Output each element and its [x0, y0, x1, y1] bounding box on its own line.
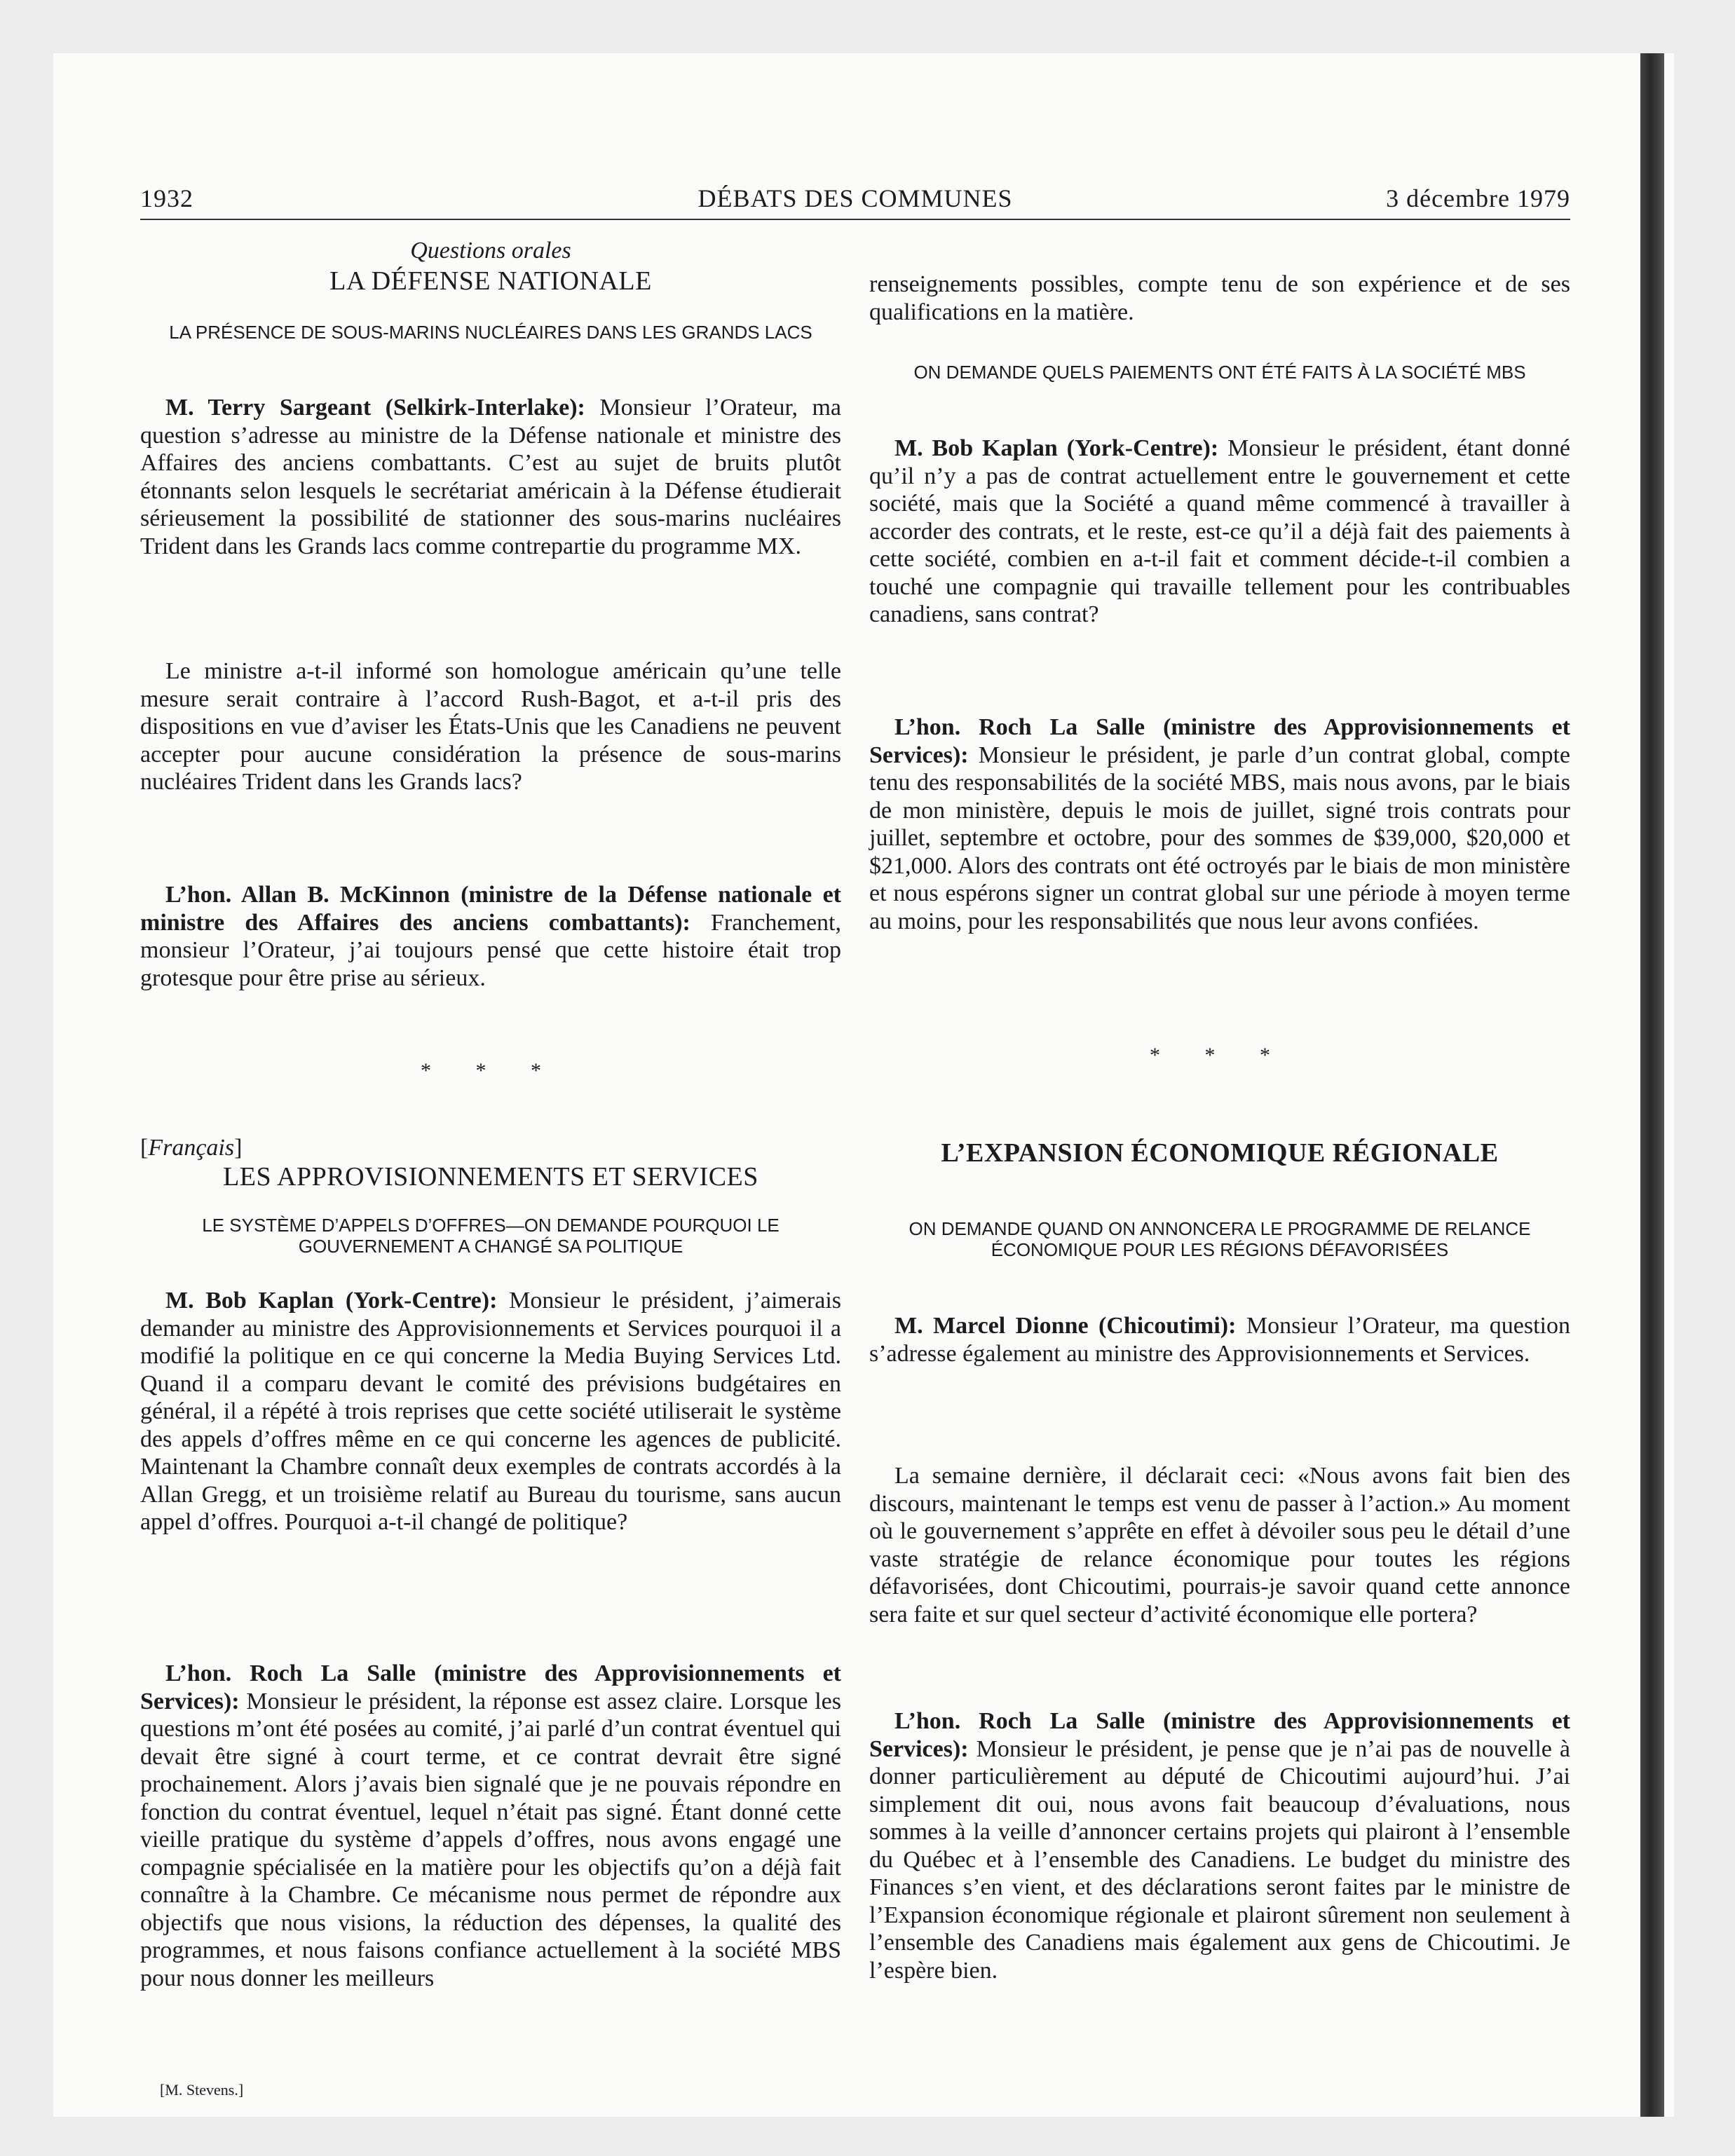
speech-text: Monsieur l’Orateur, ma question s’adresse au ministre de la Défense nationale et ministre des Affaires des anciens combattants. C’est au sujet de bruits plutôt étonnants selon lesquels le secrétariat américain à la Défense étudierait sérieusement la possibilité de stationner des sous-marins nucléaires Trident dans les Grands lacs comme contrepartie du programme MX. [140, 395, 841, 559]
speech-paragraph [140, 881, 841, 992]
speech-text: Monsieur le président, j’aimerais demander au ministre des Approvisionnements et Services pourquoi il a modifié la politique en ce qui concerne la Media Buying Services Ltd. Quand il a comparu devant le comité des prévisions budgétaires en général, il a répété à trois reprises que cette société utiliserait le système des appels d’offres même en ce qui concerne les agences de publicité. Maintenant la Chambre connaît deux exemples de contrats accordés à la Allan Gregg, et un troisième relatif au Bureau du tourisme, sans aucun appel d’offres. Pourquoi a-t-il changé de politique? [140, 1288, 842, 1535]
speech-paragraph [869, 1462, 1570, 1628]
speech-paragraph [869, 1707, 1570, 1984]
scan-binding-edge [1640, 53, 1664, 2117]
section-subheading: ON DEMANDE QUELS PAIEMENTS ONT ÉTÉ FAITS À LA SOCIÉTÉ MBS [913, 362, 1526, 383]
language-name: Français [148, 1135, 235, 1161]
header-rule [140, 219, 1570, 220]
speaker-name: L’hon. Roch La Salle (ministre des Approvisionnements et Services): [869, 714, 1570, 768]
speech-paragraph [869, 714, 1570, 935]
speech-paragraph [869, 1312, 1570, 1367]
speaker-name: L’hon. Allan B. McKinnon (ministre de la Défense nationale et ministre des Affaires des anciens combattants): [140, 882, 841, 936]
language-tag: [Français] [140, 1135, 243, 1161]
running-head [140, 184, 1570, 219]
speech-paragraph [140, 657, 841, 796]
section-subheading: ON DEMANDE QUAND ON ANNONCERA LE PROGRAMME DE RELANCE ÉCONOMIQUE POUR LES RÉGIONS DÉFAVORISÉES [909, 1218, 1531, 1260]
speech-text: Franchement, monsieur l’Orateur, j’ai toujours pensé que cette histoire était trop grotesque pour être prise au sérieux. [140, 909, 841, 991]
speech-text: Monsieur le président, la réponse est assez claire. Lorsque les questions m’ont été posées au comité, j’ai parlé d’un contrat éventuel qui devait être signé à court terme, et ce contrat devrait être signé prochainement. Alors j’avais bien signalé que je ne pouvais répondre en fonction du contrat éventuel, lequel n’était pas signé. Étant donné cette vieille pratique du système d’appels d’offres, nous avons engagé une compagnie spécialisée en la matière pour les objectifs qu’on a déjà fait connaître à la Chambre. Ce mécanisme nous permet de répondre aux objectifs que nous visions, la réduction des dépenses, la qualité des programmes, et nous faisons confiance actuellement à la société MBS pour nous donner les meilleurs [140, 1688, 841, 1991]
speech-paragraph [140, 394, 841, 560]
page-number: 1932 [140, 184, 193, 212]
speaker-name: M. Marcel Dionne (Chicoutimi): [894, 1313, 1237, 1339]
speech-text: Monsieur l’Orateur, ma question s’adresse également au ministre des Approvisionnements et Services. [869, 1313, 1571, 1367]
section-supply-header [140, 1134, 841, 1257]
section-defense-header [140, 237, 841, 343]
speech-text: Le ministre a-t-il informé son homologue américain qu’une telle mesure serait contraire à l’accord Rush-Bagot, et a-t-il pris des dispositions en vue d’aviser les États-Unis que les Canadiens ne peuvent accepter pour aucune considération la présence de sous-marins nucléaires Trident dans les Grands lacs? [140, 658, 841, 795]
speaker-name: L’hon. Roch La Salle (ministre des Approvisionnements et Services): [140, 1660, 841, 1714]
section-subheading: LE SYSTÈME D’APPELS D’OFFRES—ON DEMANDE POURQUOI LE GOUVERNEMENT A CHANGÉ SA POLITIQUE [202, 1215, 780, 1257]
section-heading: LES APPROVISIONNEMENTS ET SERVICES [223, 1161, 758, 1192]
speech-paragraph [869, 435, 1570, 629]
speaker-name: M. Terry Sargeant (Selkirk-Interlake): [165, 395, 585, 421]
speech-paragraph [140, 1287, 841, 1536]
section-separator: * * * [421, 1059, 561, 1082]
issue-date: 3 décembre 1979 [1386, 184, 1570, 212]
publication-title: DÉBATS DES COMMUNES [698, 184, 1013, 212]
speech-text: Monsieur le président, je pense que je n’ai pas de nouvelle à donner particulièrement au député de Chicoutimi aujourd’hui. J’ai simplement dit oui, nous avons fait beaucoup d’évaluations, nous sommes à la veille d’annoncer certains projets qui plairont à l’ensemble du Québec et à l’ensemble des Canadiens. Le budget du ministre des Finances s’en vient, et des déclarations seront faites par le ministre de l’Expansion économique régionale et plairont sûrement non seulement à l’ensemble des Canadiens mais également aux gens de Chicoutimi. Je l’espère bien. [869, 1735, 1570, 1984]
speech-text: La semaine dernière, il déclarait ceci: «Nous avons fait bien des discours, maintenant le temps est venu de passer à l’action.» Au moment où le gouvernement s’apprête en effet à dévoiler sous peu le détail d’une vaste stratégie de relance économique pour toutes les régions défavorisées, dont Chicoutimi, pourrais-je savoir quand cette annonce sera faite et sur quel secteur d’activité économique elle portera? [869, 1463, 1570, 1628]
section-heading: L’EXPANSION ÉCONOMIQUE RÉGIONALE [941, 1138, 1499, 1168]
continuation-paragraph: renseignements possibles, compte tenu de son expérience et de ses qualifications en la matière. [869, 271, 1570, 325]
section-separator: * * * [1150, 1044, 1290, 1067]
speaker-name: M. Bob Kaplan (York-Centre): [165, 1288, 498, 1314]
speech-paragraph [140, 1660, 841, 1992]
footnote: [M. Stevens.] [160, 2081, 244, 2099]
speaker-name: M. Bob Kaplan (York-Centre): [894, 435, 1219, 461]
speech-text: Monsieur le président, étant donné qu’il n’y a pas de contrat actuellement entre le gouvernement et cette société, mais que la Société a quand même commencé à travailler à accorder des contrats, et le reste, est-ce qu’il a déjà fait des paiements à cette société, combien en a-t-il fait et comment décide-t-il combien a touché une compagnie qui travaille tellement pour les contribuables canadiens, sans contrat? [869, 435, 1571, 627]
section-subheading: LA PRÉSENCE DE SOUS-MARINS NUCLÉAIRES DANS LES GRANDS LACS [169, 322, 812, 343]
speech-text: Monsieur le président, je parle d’un contrat global, compte tenu des responsabilités de la société MBS, mais nous avons, par le biais de mon ministère, depuis le mois de juillet, signé trois contrats pour juillet, septembre et octobre, pour des sommes de $39,000, $20,000 et $21,000. Alors des contrats ont été octroyés par le biais de mon ministère et nous espérons signer un contrat global sur une période à moyen terme au moins, pour les responsabilités que nous leur avons confiées. [869, 742, 1570, 934]
section-heading: LA DÉFENSE NATIONALE [329, 266, 652, 296]
section-kicker: Questions orales [410, 238, 571, 264]
speaker-name: L’hon. Roch La Salle (ministre des Approvisionnements et Services): [869, 1708, 1570, 1762]
